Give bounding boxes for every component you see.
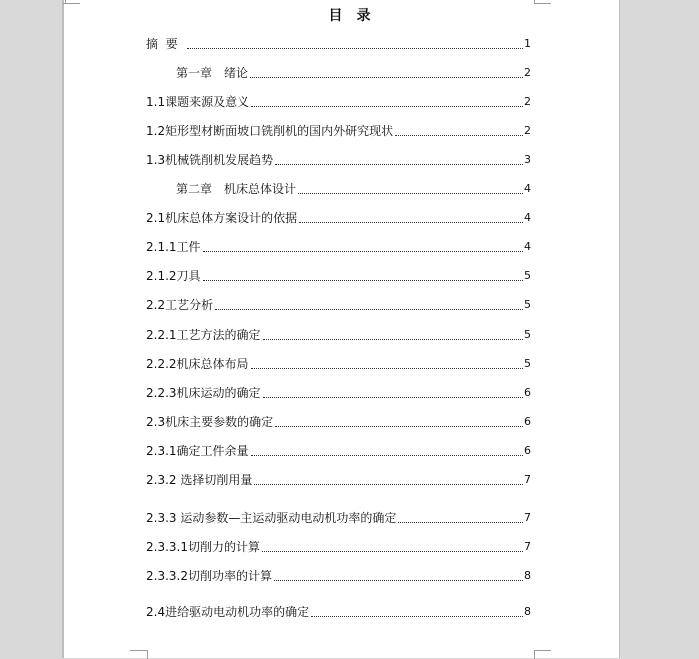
dot-leader [298, 193, 523, 194]
toc-entry-page-number: 5 [524, 357, 531, 370]
dot-leader [275, 426, 523, 427]
toc-entry-page-number: 4 [524, 182, 531, 195]
toc-entry-page-number: 4 [524, 240, 531, 253]
toc-entry[interactable] [146, 538, 531, 556]
toc-entry-page-number: 8 [524, 605, 531, 618]
toc-entry-label: 2.1.2刀具 [146, 269, 201, 283]
dot-leader [311, 616, 523, 617]
dot-leader [251, 106, 523, 107]
toc-entry[interactable] [176, 64, 531, 82]
toc-entry-label: 2.3.1确定工件余量 [146, 444, 249, 458]
toc-entry-label: 2.2.3机床运动的确定 [146, 386, 261, 400]
toc-entry-page-number: 6 [524, 415, 531, 428]
toc-title: 目 录 [328, 8, 371, 24]
toc-entry[interactable] [146, 603, 531, 621]
toc-entry-label: 2.3机床主要参数的确定 [146, 415, 274, 429]
toc-entry-page-number: 6 [524, 386, 531, 399]
toc-entry-page-number: 5 [524, 328, 531, 341]
dot-leader [299, 222, 523, 223]
dot-leader [398, 522, 523, 523]
toc-entry-page-number: 2 [524, 66, 531, 79]
toc-entry[interactable] [146, 151, 531, 169]
toc-entry-label: 1.2矩形型材断面坡口铣削机的国内外研究现状 [146, 124, 394, 138]
toc-entry-label: 2.1.1工件 [146, 240, 201, 254]
toc-entry-label: 摘 要 [146, 37, 186, 51]
toc-entry-label: 1.3机械铣削机发展趋势 [146, 153, 274, 167]
toc-entry-label: 2.2.2机床总体布局 [146, 357, 249, 371]
toc-entry-page-number: 2 [524, 124, 531, 137]
toc-entry-label: 第二章 机床总体设计 [176, 182, 297, 196]
toc-entry-page-number: 5 [524, 298, 531, 311]
toc-entry-page-number: 6 [524, 444, 531, 457]
toc-entry-page-number: 8 [524, 569, 531, 582]
toc-entry-label: 2.3.3.2切削功率的计算 [146, 569, 272, 583]
toc-entry[interactable] [146, 567, 531, 585]
toc-entry-page-number: 7 [524, 473, 531, 486]
toc-entry[interactable] [146, 509, 531, 527]
toc-entry-label: 2.2.1工艺方法的确定 [146, 328, 261, 342]
toc-entry[interactable] [146, 384, 531, 402]
dot-leader [263, 397, 523, 398]
toc-entry[interactable] [146, 413, 531, 431]
toc-entry-page-number: 3 [524, 153, 531, 166]
toc-entry[interactable] [146, 122, 531, 140]
dot-leader [250, 77, 523, 78]
toc-entry[interactable] [146, 442, 531, 460]
dot-leader [251, 455, 523, 456]
toc-entry[interactable] [146, 267, 531, 285]
toc-entry[interactable] [146, 93, 531, 111]
toc-entry[interactable] [146, 355, 531, 373]
toc-entry-page-number: 2 [524, 95, 531, 108]
dot-leader [262, 551, 523, 552]
dot-leader [203, 251, 523, 252]
toc-entry[interactable] [146, 209, 531, 227]
toc-entry-label: 2.2工艺分析 [146, 298, 214, 312]
dot-leader [275, 164, 523, 165]
toc-entry-label: 第一章 绪论 [176, 66, 249, 80]
toc-entry-label: 2.3.3 运动参数—主运动驱动电动机功率的确定 [146, 511, 397, 525]
dot-leader [395, 135, 523, 136]
toc-entry-page-number: 7 [524, 511, 531, 524]
toc-entry[interactable] [176, 180, 531, 198]
toc-entry[interactable] [146, 471, 531, 489]
dot-leader [263, 339, 523, 340]
dot-leader [251, 368, 523, 369]
toc-entry[interactable] [146, 238, 531, 256]
dot-leader [254, 484, 523, 485]
toc-entry[interactable] [146, 296, 531, 314]
toc-entry-label: 2.3.2 选择切削用量 [146, 473, 253, 487]
toc-entry-label: 2.3.3.1切削力的计算 [146, 540, 260, 554]
dot-leader [274, 580, 523, 581]
toc-entry-label: 2.4进给驱动电动机功率的确定 [146, 605, 310, 619]
dot-leader [187, 48, 523, 49]
toc-entry-page-number: 7 [524, 540, 531, 553]
toc-entry-page-number: 5 [524, 269, 531, 282]
toc-entry[interactable] [146, 326, 531, 344]
toc-entry[interactable] [146, 35, 531, 53]
toc-entry-page-number: 4 [524, 211, 531, 224]
toc-entry-page-number: 1 [524, 37, 531, 50]
toc-entry-label: 2.1机床总体方案设计的依据 [146, 211, 298, 225]
dot-leader [215, 309, 523, 310]
toc-entry-label: 1.1课题来源及意义 [146, 95, 250, 109]
dot-leader [203, 280, 523, 281]
